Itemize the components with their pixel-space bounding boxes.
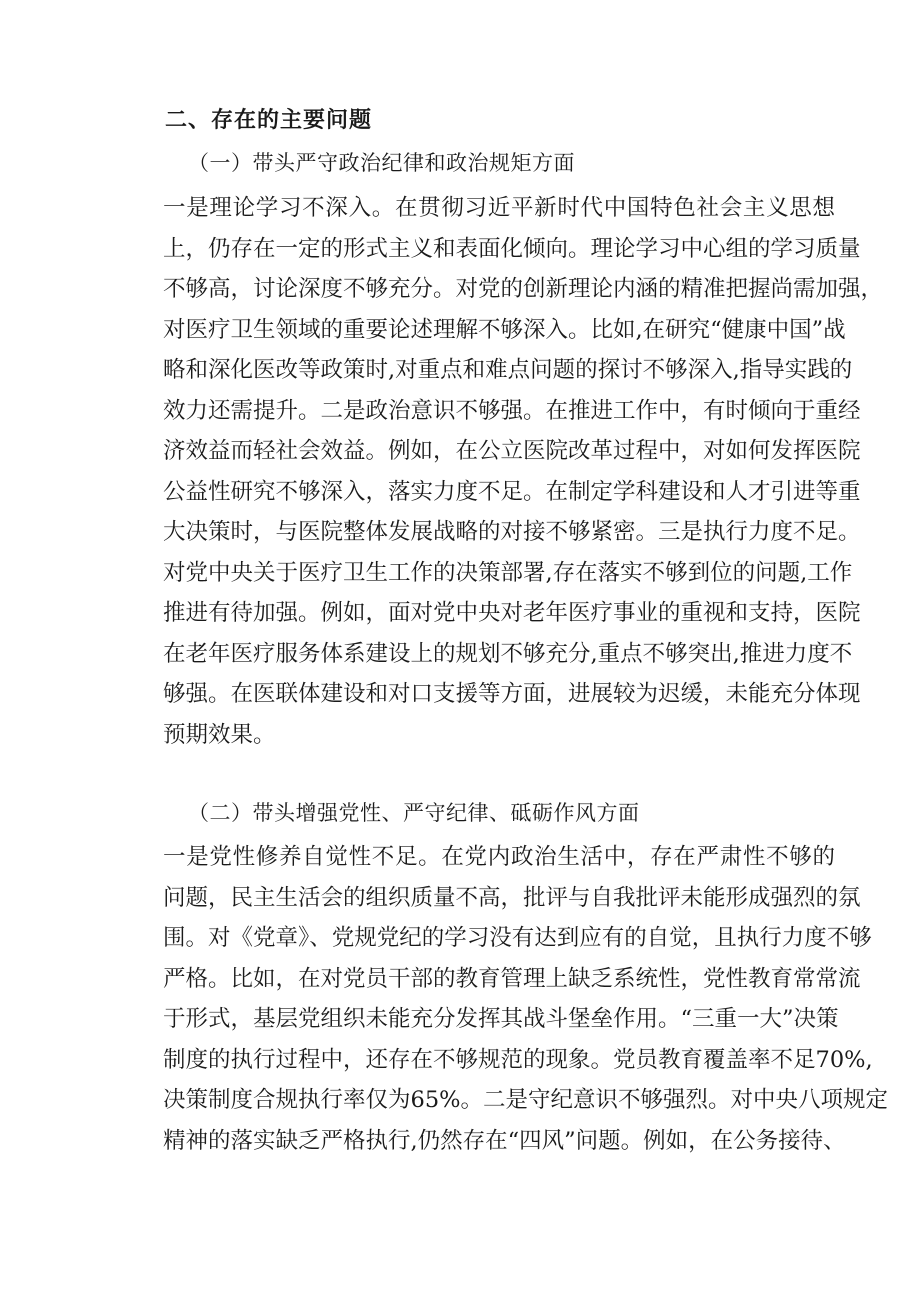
paragraph-line: 对党中央关于医疗卫生工作的决策部署,存在落实不够到位的问题,工作	[163, 559, 853, 586]
paragraph-line: 一是理论学习不深入。在贯彻习近平新时代中国特色社会主义思想	[163, 195, 835, 221]
paragraph-line: 于形式，基层党组织未能充分发挥其战斗堡垒作用。“三重一大”决策	[163, 1006, 839, 1032]
paragraph-line: 不够高，讨论深度不够充分。对党的创新理论内涵的精准把握尚需加强，	[163, 276, 884, 302]
paragraph-line: 围。对《党章》、党规党纪的学习没有达到应有的自觉，且执行力度不够	[163, 925, 872, 951]
paragraph-line: 略和深化医改等政策时,对重点和难点问题的探讨不够深入,指导实践的	[163, 357, 853, 383]
paragraph-line: 决策制度合规执行率仅为65%。二是守纪意识不够强烈。对中央八项规定	[163, 1087, 889, 1113]
paragraph-line: 上，仍存在一定的形式主义和表面化倾向。理论学习中心组的学习质量	[163, 235, 861, 262]
paragraph-line: 推进有待加强。例如，面对党中央对老年医疗事业的重视和支持，医院	[163, 600, 861, 626]
paragraph-line: 精神的落实缺乏严格执行,仍然存在“四风”问题。例如，在公务接待、	[163, 1127, 846, 1154]
paragraph-line: 济效益而轻社会效益。例如，在公立医院改革过程中，对如何发挥医院	[163, 438, 861, 464]
paragraph-line: 大决策时，与医院整体发展战略的对接不够紧密。三是执行力度不足。	[163, 519, 861, 545]
paragraph-line: 在老年医疗服务体系建设上的规划不够充分,重点不够突出,推进力度不	[163, 640, 853, 667]
paragraph-line: 制度的执行过程中，还存在不够规范的现象。党员教育覆盖率不足70%,	[163, 1046, 873, 1073]
paragraph-line: 一是党性修养自觉性不足。在党内政治生活中，存在严肃性不够的	[163, 844, 835, 870]
paragraph-line: 公益性研究不够深入，落实力度不足。在制定学科建设和人才引进等重	[163, 478, 861, 505]
subsection-1-paragraph	[163, 188, 884, 755]
paragraph-line: 预期效果。	[163, 721, 276, 748]
paragraph-line: 够强。在医联体建设和对口支援等方面，进展较为迟缓，未能充分体现	[163, 681, 861, 707]
paragraph-line: 对医疗卫生领域的重要论述理解不够深入。比如,在研究“健康中国”战	[163, 316, 846, 343]
subsection-1-title: （一）带头严守政治纪律和政治规矩方面	[188, 151, 575, 175]
paragraph-line: 问题，民主生活会的组织质量不高，批评与自我批评未能形成强烈的氛	[163, 884, 861, 911]
paragraph-line: 严格。比如，在对党员干部的教育管理上缺乏系统性，党性教育常常流	[163, 965, 861, 992]
subsection-2-paragraph	[163, 837, 889, 1161]
paragraph-line: 效力还需提升。二是政治意识不够强。在推进工作中，有时倾向于重经	[163, 397, 861, 424]
section-heading: 二、存在的主要问题	[165, 108, 373, 133]
subsection-2-title: （二）带头增强党性、严守纪律、砥砺作风方面	[188, 801, 640, 825]
